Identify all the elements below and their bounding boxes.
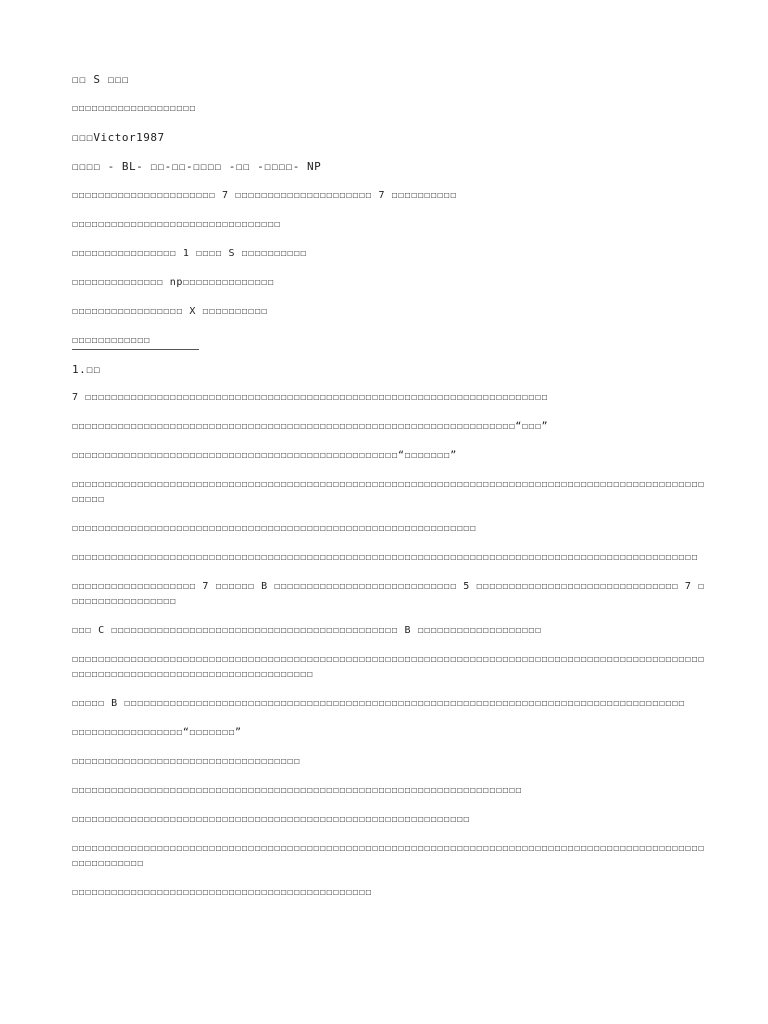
paragraph: ☐☐☐☐☐☐☐☐☐☐☐☐☐☐☐☐☐☐☐☐☐☐☐☐☐☐☐☐☐☐☐☐☐☐☐ [72, 756, 301, 767]
paragraph: ☐☐☐☐☐☐☐☐☐☐☐☐☐☐☐☐☐“☐☐☐☐☐☐☐” [72, 727, 242, 738]
tags-line: ☐☐☐☐ - BL- ☐☐-☐☐-☐☐☐☐ -☐☐ -☐☐☐☐- NP [72, 160, 322, 173]
paragraph: ☐☐☐☐☐☐☐☐☐☐☐☐☐☐☐☐☐☐☐☐☐☐☐☐☐☐☐☐☐☐☐☐☐☐☐☐☐☐☐☐☐☐☐☐☐☐☐☐☐☐☐☐☐☐☐☐☐☐☐☐☐☐☐☐☐☐☐☐“☐☐☐” [72, 421, 548, 432]
chapter-heading: 1.☐☐ [72, 363, 101, 376]
paragraph: ☐☐☐☐☐ B ☐☐☐☐☐☐☐☐☐☐☐☐☐☐☐☐☐☐☐☐☐☐☐☐☐☐☐☐☐☐☐☐☐☐☐☐☐☐☐☐☐☐☐☐☐☐☐☐☐☐☐☐☐☐☐☐☐☐☐☐☐☐☐☐☐☐☐☐☐☐☐☐☐☐☐☐☐☐☐☐☐☐☐☐☐☐ [72, 698, 685, 709]
separator: ☐☐☐☐☐☐☐☐☐☐☐☐ [72, 333, 199, 350]
author-line: ☐☐☐Victor1987 [72, 131, 165, 144]
paragraph: ☐☐☐☐☐☐☐☐☐☐☐☐☐☐☐☐☐☐☐☐☐☐☐☐☐☐☐☐☐☐☐☐☐☐☐☐☐☐☐☐☐☐☐☐☐☐☐☐☐☐☐☐☐☐☐☐☐☐☐☐☐☐☐☐☐☐☐☐☐☐☐☐☐☐☐☐☐☐☐☐☐☐☐☐☐☐☐☐☐☐☐☐☐☐☐☐☐☐☐☐☐☐☐☐☐☐☐☐☐☐☐☐☐☐☐☐☐☐☐☐☐☐☐☐☐☐☐☐☐☐☐☐☐☐ [72, 654, 705, 680]
summary-line-5: ☐☐☐☐☐☐☐☐☐☐☐☐☐☐☐☐☐ X ☐☐☐☐☐☐☐☐☐☐ [72, 306, 268, 317]
paragraph: ☐☐☐☐☐☐☐☐☐☐☐☐☐☐☐☐☐☐☐☐☐☐☐☐☐☐☐☐☐☐☐☐☐☐☐☐☐☐☐☐☐☐☐☐☐☐☐☐☐☐☐☐☐☐☐☐☐☐☐☐☐☐☐☐☐☐☐☐☐ [72, 785, 522, 796]
paragraph: ☐☐☐☐☐☐☐☐☐☐☐☐☐☐☐☐☐☐☐☐☐☐☐☐☐☐☐☐☐☐☐☐☐☐☐☐☐☐☐☐☐☐☐☐☐☐☐☐☐☐☐☐☐☐☐☐☐☐☐☐☐☐ [72, 523, 477, 534]
paragraph: ☐☐☐ C ☐☐☐☐☐☐☐☐☐☐☐☐☐☐☐☐☐☐☐☐☐☐☐☐☐☐☐☐☐☐☐☐☐☐☐☐☐☐☐☐☐☐☐☐ B ☐☐☐☐☐☐☐☐☐☐☐☐☐☐☐☐☐☐☐ [72, 625, 542, 636]
paragraph: ☐☐☐☐☐☐☐☐☐☐☐☐☐☐☐☐☐☐☐☐☐☐☐☐☐☐☐☐☐☐☐☐☐☐☐☐☐☐☐☐☐☐☐☐☐☐☐☐☐☐☐☐☐☐☐☐☐☐☐☐☐ [72, 814, 470, 825]
story-subtitle: ☐☐☐☐☐☐☐☐☐☐☐☐☐☐☐☐☐☐☐ [72, 103, 196, 114]
summary-line-3: ☐☐☐☐☐☐☐☐☐☐☐☐☐☐☐☐ 1 ☐☐☐☐ S ☐☐☐☐☐☐☐☐☐☐ [72, 248, 307, 259]
paragraph: 7 ☐☐☐☐☐☐☐☐☐☐☐☐☐☐☐☐☐☐☐☐☐☐☐☐☐☐☐☐☐☐☐☐☐☐☐☐☐☐☐☐☐☐☐☐☐☐☐☐☐☐☐☐☐☐☐☐☐☐☐☐☐☐☐☐☐☐☐☐☐☐☐ [72, 392, 548, 403]
summary-line-4: ☐☐☐☐☐☐☐☐☐☐☐☐☐☐ np☐☐☐☐☐☐☐☐☐☐☐☐☐☐ [72, 277, 275, 288]
paragraph: ☐☐☐☐☐☐☐☐☐☐☐☐☐☐☐☐☐☐☐☐☐☐☐☐☐☐☐☐☐☐☐☐☐☐☐☐☐☐☐☐☐☐☐☐☐☐☐☐☐☐☐☐☐☐☐☐☐☐☐☐☐☐☐☐☐☐☐☐☐☐☐☐☐☐☐☐☐☐☐☐☐☐☐☐☐☐☐☐☐☐☐☐☐☐☐☐☐☐☐☐☐☐ [72, 479, 705, 505]
paragraph: ☐☐☐☐☐☐☐☐☐☐☐☐☐☐☐☐☐☐☐ 7 ☐☐☐☐☐☐ B ☐☐☐☐☐☐☐☐☐☐☐☐☐☐☐☐☐☐☐☐☐☐☐☐☐☐☐☐ 5 ☐☐☐☐☐☐☐☐☐☐☐☐☐☐☐☐☐☐☐☐☐☐☐☐☐☐☐☐☐☐☐ 7 ☐☐☐☐☐☐☐☐☐☐☐☐☐☐☐☐☐ [72, 581, 705, 607]
summary-line-2: ☐☐☐☐☐☐☐☐☐☐☐☐☐☐☐☐☐☐☐☐☐☐☐☐☐☐☐☐☐☐☐☐ [72, 219, 281, 230]
summary-line-1: ☐☐☐☐☐☐☐☐☐☐☐☐☐☐☐☐☐☐☐☐☐☐ 7 ☐☐☐☐☐☐☐☐☐☐☐☐☐☐☐☐☐☐☐☐☐ 7 ☐☐☐☐☐☐☐☐☐☐ [72, 190, 457, 201]
paragraph: ☐☐☐☐☐☐☐☐☐☐☐☐☐☐☐☐☐☐☐☐☐☐☐☐☐☐☐☐☐☐☐☐☐☐☐☐☐☐☐☐☐☐☐☐☐☐☐☐☐☐“☐☐☐☐☐☐☐” [72, 450, 457, 461]
paragraph: ☐☐☐☐☐☐☐☐☐☐☐☐☐☐☐☐☐☐☐☐☐☐☐☐☐☐☐☐☐☐☐☐☐☐☐☐☐☐☐☐☐☐☐☐☐☐ [72, 887, 372, 898]
story-title: ☐☐ S ☐☐☐ [72, 73, 129, 86]
paragraph: ☐☐☐☐☐☐☐☐☐☐☐☐☐☐☐☐☐☐☐☐☐☐☐☐☐☐☐☐☐☐☐☐☐☐☐☐☐☐☐☐☐☐☐☐☐☐☐☐☐☐☐☐☐☐☐☐☐☐☐☐☐☐☐☐☐☐☐☐☐☐☐☐☐☐☐☐☐☐☐☐☐☐☐☐☐☐☐☐☐☐☐☐☐☐☐☐ [72, 552, 698, 563]
paragraph: ☐☐☐☐☐☐☐☐☐☐☐☐☐☐☐☐☐☐☐☐☐☐☐☐☐☐☐☐☐☐☐☐☐☐☐☐☐☐☐☐☐☐☐☐☐☐☐☐☐☐☐☐☐☐☐☐☐☐☐☐☐☐☐☐☐☐☐☐☐☐☐☐☐☐☐☐☐☐☐☐☐☐☐☐☐☐☐☐☐☐☐☐☐☐☐☐☐☐☐☐☐☐☐☐☐☐☐☐ [72, 843, 705, 869]
document-page [72, 72, 708, 914]
